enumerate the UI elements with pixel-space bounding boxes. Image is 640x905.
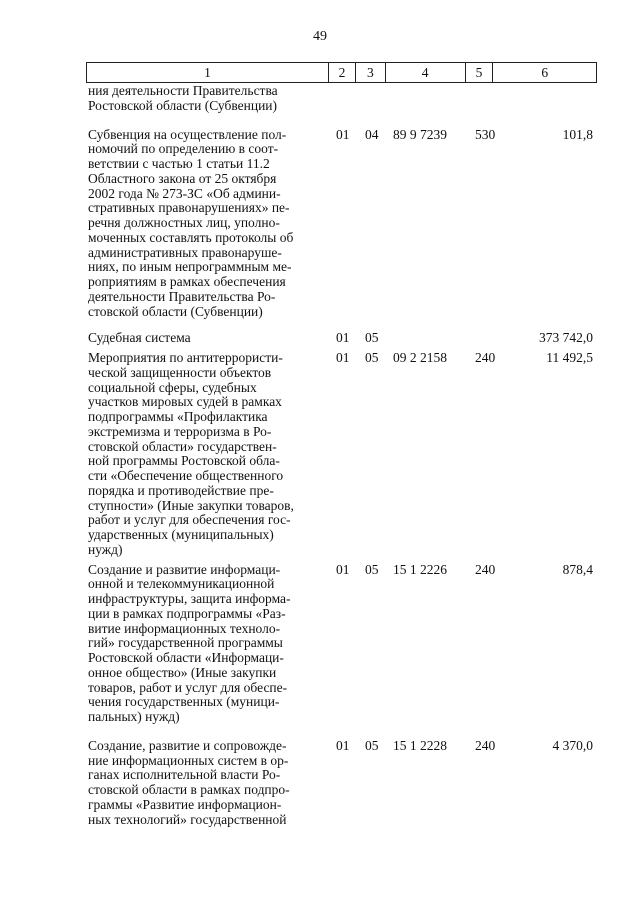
- description-line: ступности» (Иные закупки товаров,: [88, 497, 294, 513]
- table-row: [88, 331, 597, 346]
- description-line: Ростовской области (Субвенции): [88, 97, 278, 113]
- expense-type-code: 240: [475, 350, 496, 365]
- expense-type-code: 530: [475, 126, 496, 142]
- header-col-3: 3: [356, 63, 386, 82]
- table-row: [88, 351, 597, 558]
- amount: 373 742,0: [539, 330, 593, 346]
- row-description: [88, 563, 325, 725]
- target-article-code: 15 1 2226: [393, 561, 447, 577]
- description-line: подпрограммы «Профилактика: [88, 409, 268, 424]
- description-line: чения государственных (муници-: [88, 694, 280, 710]
- section-code: 01: [336, 737, 350, 753]
- amount: [503, 84, 597, 114]
- expense-type-code: 240: [475, 737, 496, 753]
- section-code: 01: [336, 350, 350, 365]
- target-article-code: 15 1 2228: [393, 737, 447, 753]
- description-line: стративных правонарушениях» пе-: [88, 200, 290, 216]
- description-line: гий» государственной программы: [88, 635, 283, 651]
- description-line: инфраструктуры, защита информа-: [88, 591, 291, 606]
- description-line: экстремизма и терроризма в Ро-: [88, 423, 272, 439]
- description-line: ние информационных систем в ор-: [88, 752, 289, 768]
- description-line: ганах исполнительной власти Ро-: [88, 767, 281, 783]
- header-col-5: 5: [466, 63, 494, 82]
- expense-type-code: 240: [475, 561, 496, 577]
- description-line: стовской области в рамках подпро-: [88, 782, 290, 797]
- row-description: [88, 84, 325, 114]
- description-line: Областного закона от 25 октября: [88, 170, 277, 186]
- description-line: порядка и противодействие пре-: [88, 482, 274, 498]
- description-line: граммы «Развитие информацион-: [88, 796, 282, 812]
- table-row: [88, 739, 597, 828]
- description-line: онное общество» (Иные закупки: [88, 664, 277, 680]
- subsection-code: 05: [365, 350, 379, 365]
- table-body: [88, 84, 597, 827]
- description-line: онной и телекоммуникационной: [88, 576, 275, 592]
- row-description: [88, 128, 325, 320]
- description-line: Создание и развитие информаци-: [88, 561, 281, 577]
- section-code: 01: [336, 126, 350, 142]
- description-line: пальных) нужд): [88, 709, 180, 724]
- subsection-code: 05: [365, 330, 379, 346]
- expense-type-code: [475, 331, 503, 346]
- table-header: [86, 62, 597, 83]
- description-line: участков мировых судей в рамках: [88, 394, 282, 410]
- description-line: ных технологий» государственной: [88, 811, 287, 827]
- header-col-4: 4: [386, 63, 466, 82]
- page-number: 49: [313, 29, 327, 44]
- section-code: 01: [336, 330, 350, 346]
- header-col-6: 6: [541, 65, 549, 80]
- table-row: [88, 128, 597, 320]
- description-line: ветствии с частью 1 статьи 11.2: [88, 156, 270, 171]
- description-line: нужд): [88, 541, 123, 557]
- description-line: Создание, развитие и сопровожде-: [88, 737, 287, 753]
- amount: 11 492,5: [546, 350, 593, 365]
- description-line: 2002 года № 273-ЗС «Об админи-: [88, 185, 281, 201]
- description-line: ции в рамках подпрограммы «Раз-: [88, 605, 286, 621]
- description-line: ударственных (муниципальных): [88, 527, 274, 542]
- amount: 4 370,0: [552, 737, 593, 753]
- description-line: витие информационных техноло-: [88, 620, 281, 636]
- description-line: ния деятельности Правительства: [88, 83, 278, 98]
- section-code: 01: [336, 561, 350, 577]
- row-description: [88, 351, 325, 558]
- description-line: Субвенция на осуществление пол-: [88, 126, 287, 142]
- description-line: номочий по определению в соот-: [88, 141, 279, 157]
- description-line: Ростовской области «Информаци-: [88, 650, 284, 665]
- subsection-code: 05: [365, 737, 379, 753]
- description-line: роприятиям в рамках обеспечения: [88, 274, 286, 289]
- subsection-code: 05: [365, 561, 379, 577]
- header-col-2: 2: [329, 63, 356, 82]
- table-row: [88, 84, 597, 114]
- expense-type-code: [475, 84, 503, 114]
- description-line: Мероприятия по антитеррористи-: [88, 350, 283, 365]
- target-article-code: [385, 84, 475, 114]
- amount: 878,4: [562, 561, 593, 577]
- description-line: моченных составлять протоколы об: [88, 229, 294, 245]
- description-line: речня должностных лиц, уполно-: [88, 215, 280, 230]
- description-line: работ и услуг для обеспечения гос-: [88, 512, 291, 528]
- description-line: социальной сферы, судебных: [88, 379, 257, 395]
- description-line: ниях, по иным непрограммным ме-: [88, 259, 292, 275]
- row-description: [88, 331, 325, 346]
- description-line: стовской области (Субвенции): [88, 303, 263, 319]
- row-description: [88, 739, 325, 828]
- description-line: стовской области» государствен-: [88, 438, 277, 454]
- target-article-code: 89 9 7239: [393, 126, 447, 142]
- description-line: ческой защищенности объектов: [88, 364, 272, 380]
- description-line: ной программы Ростовской обла-: [88, 453, 280, 469]
- target-article-code: 09 2 2158: [393, 350, 447, 365]
- description-line: Судебная система: [88, 330, 191, 346]
- subsection-code: [365, 84, 395, 114]
- header-col-1: 1: [87, 63, 329, 82]
- description-line: административных правонаруше-: [88, 244, 282, 260]
- amount: 101,8: [562, 126, 593, 142]
- section-code: [336, 84, 366, 114]
- subsection-code: 04: [365, 126, 379, 142]
- table-row: [88, 563, 597, 725]
- target-article-code: [385, 331, 475, 346]
- description-line: товаров, работ и услуг для обеспе-: [88, 679, 288, 695]
- description-line: деятельности Правительства Ро-: [88, 288, 276, 304]
- description-line: сти «Обеспечение общественного: [88, 468, 284, 483]
